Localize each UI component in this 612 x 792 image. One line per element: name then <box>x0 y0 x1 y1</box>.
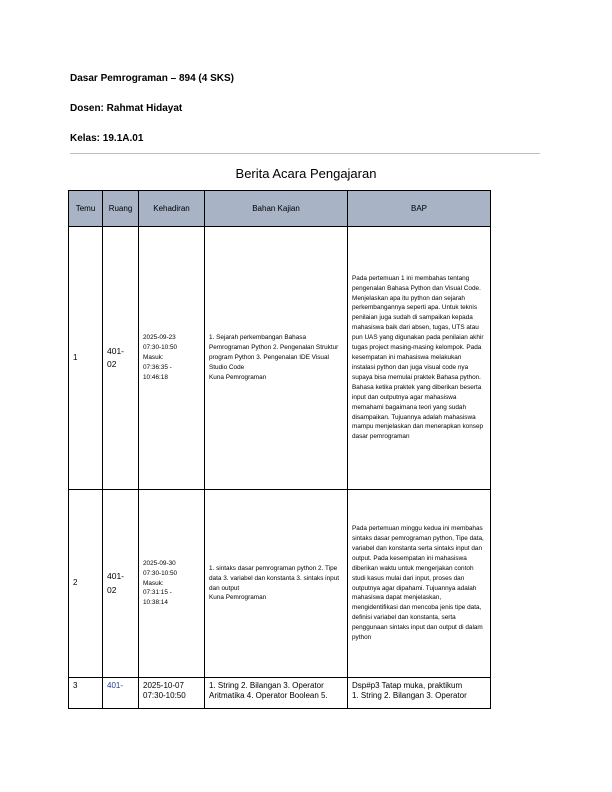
header-bap: BAP <box>348 191 491 227</box>
class-code: Kelas: 19.1A.01 <box>70 133 144 144</box>
header-temu: Temu <box>69 191 103 227</box>
table-row <box>69 227 491 490</box>
page-title: Berita Acara Pengajaran <box>235 166 377 181</box>
cell-bap: Dsp#p3 Tatap muka, praktikum 1. String 2. Bilangan 3. Operator <box>348 678 491 709</box>
divider <box>70 153 540 154</box>
cell-bahan-kajian: 1. String 2. Bilangan 3. Operator Aritmatika 4. Operator Boolean 5. <box>205 678 348 709</box>
cell-bap: Pada pertemuan minggu kedua ini membahas sintaks dasar pemrograman python, Tipe data, variabel dan konstanta serta sintaks input dan output. Pada kesempatan ini mahasiswa diberikan waktu untuk mengerjakan contoh studi kasus mulai dari input, proses dan outputnya agar dipahami. Tujuannya adalah mahasiswa dapat menjelaskan, mengidentifikasi dan mencoba jenis tipe data, definisi variabel dan konstanta, serta penggunaan sintaks input dan output di dalam python <box>348 490 491 678</box>
course-title: Dasar Pemrograman – 894 (4 SKS) <box>70 73 234 84</box>
cell-ruang: 401- <box>103 678 139 709</box>
bap-table <box>68 190 491 709</box>
cell-temu: 2 <box>69 490 103 678</box>
cell-bahan-kajian: 1. Sejarah perkembangan Bahasa Pemrograman Python 2. Pengenalan Struktur program Python 3. Pengenalan IDE Visual Studio Code Kuna Pemrograman <box>205 227 348 490</box>
header-kehadiran: Kehadiran <box>139 191 205 227</box>
header-ruang: Ruang <box>103 191 139 227</box>
cell-temu: 1 <box>69 227 103 490</box>
cell-ruang: 401- 02 <box>103 490 139 678</box>
cell-bahan-kajian: 1. sintaks dasar pemrograman python 2. Tipe data 3. variabel dan konstanta 3. sintaks input dan output Kuna Pemrograman <box>205 490 348 678</box>
cell-bap: Pada pertemuan 1 ini membahas tentang pengenalan Bahasa Python dan Visual Code. Menjelaskan apa itu python dan sejarah perkembangannya seperti apa. Untuk teknis penilaian juga sudah di sampaikan kepada mahasiswa baik dari absen, tugas, UTS atau pun UAS yang digunakan pada penilaian akhir tugas project masing-masing kelompok. Pada kesempatan ini mahasiswa melakukan instalasi python dan juga visual code nya supaya bisa memulai praktek Bahasa python. Bahasa ketika praktek yang diberikan beserta input dan outputnya agar mahasiswa memahami bagaimana teori yang sudah disampaikan. Tujuannya adalah mahasiswa mampu menjelaskan dan menerapkan konsep dasar pemrograman <box>348 227 491 490</box>
cell-kehadiran: 2025-10-07 07:30-10:50 <box>139 678 205 709</box>
cell-kehadiran: 2025-09-30 07:30-10:50 Masuk: 07:31:15 - 10:38:14 <box>139 490 205 678</box>
cell-temu: 3 <box>69 678 103 709</box>
lecturer-name: Dosen: Rahmat Hidayat <box>70 103 183 114</box>
table-row <box>69 490 491 678</box>
cell-ruang: 401- 02 <box>103 227 139 490</box>
cell-kehadiran: 2025-09-23 07:30-10:50 Masuk: 07:36:35 - 10:46:18 <box>139 227 205 490</box>
table-row <box>69 678 491 709</box>
table-header-row <box>69 191 491 227</box>
header-bahan-kajian: Bahan Kajian <box>205 191 348 227</box>
